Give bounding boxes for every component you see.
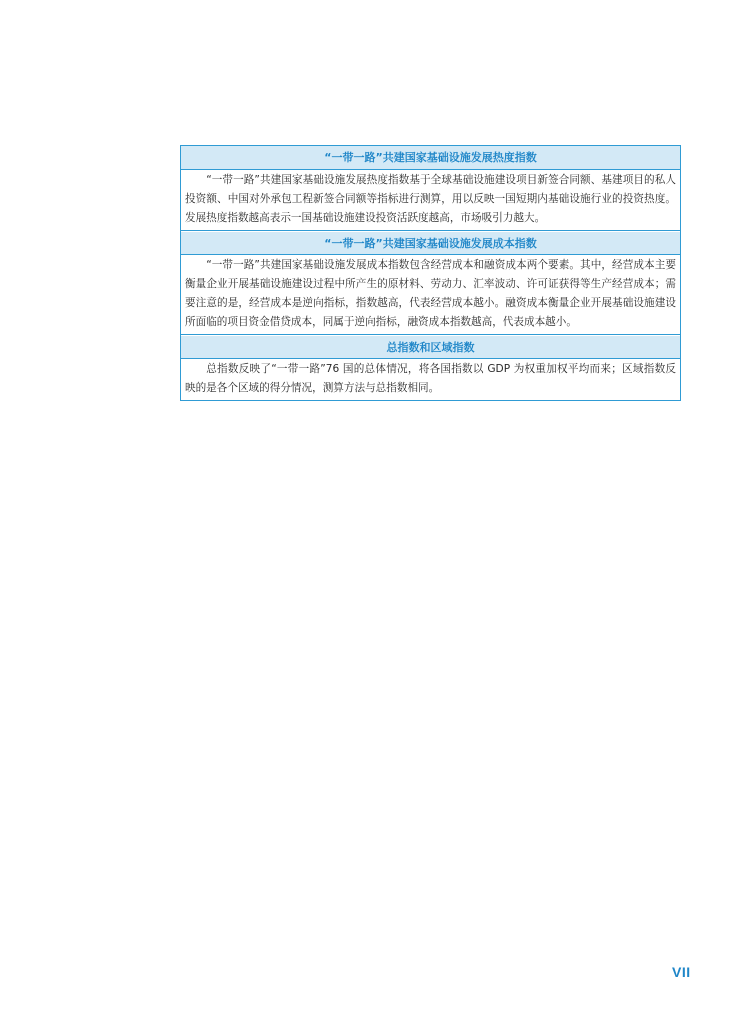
cost-index-heading: “一带一路”共建国家基础设施发展成本指数 xyxy=(181,231,680,255)
page-number: VII xyxy=(672,964,691,980)
total-regional-index-heading: 总指数和区域指数 xyxy=(181,335,680,359)
heat-index-heading: “一带一路”共建国家基础设施发展热度指数 xyxy=(181,146,680,170)
total-regional-index-description: 总指数反映了“一带一路”76 国的总体情况，将各国指数以 GDP 为权重加权平均而来；区域指数反映的是各个区域的得分情况，测算方法与总指数相同。 xyxy=(185,363,676,394)
cost-index-description: “一带一路”共建国家基础设施发展成本指数包含经营成本和融资成本两个要素。其中，经营成本主要衡量企业开展基础设施建设过程中所产生的原材料、劳动力、汇率波动、许可证获得等生产经营成本；需要注意的是，经营成本是逆向指标，指数越高，代表经营成本越小。融资成本衡量企业开展基础设施建设所面临的项目资金借贷成本，同属于逆向指标，融资成本指数越高，代表成本越小。 xyxy=(181,255,680,335)
heat-index-description: “一带一路”共建国家基础设施发展热度指数基于全球基础设施建设项目新签合同额、基建项目的私人投资额、中国对外承包工程新签合同额等指标进行测算，用以反映一国短期内基础设施行业的投资热度。发展热度指数越高表示一国基础设施建设投资活跃度越高，市场吸引力越大。 xyxy=(181,170,680,231)
index-definition-table xyxy=(180,145,681,401)
